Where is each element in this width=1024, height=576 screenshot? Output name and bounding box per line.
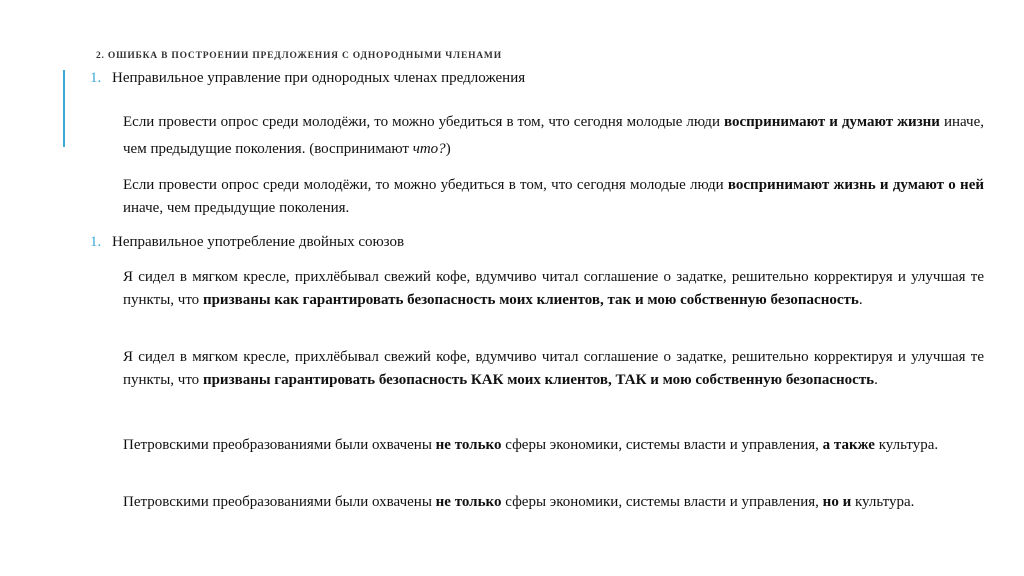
text-run: культура. (874, 437, 939, 453)
text-run: иначе, чем предыдущие поколения. (123, 200, 350, 216)
example-paragraph-6 (123, 491, 984, 514)
text-run: Петровскими преобразованиями были охвачены (123, 437, 436, 453)
text-run: Если провести опрос среди молодёжи, то можно убедиться в том, что сегодня молодые люди (123, 114, 724, 130)
example-paragraph-4 (123, 346, 984, 392)
text-run: иначе, чем предыдущие поколения. (воспринимают (123, 114, 985, 157)
text-run: сферы экономики, системы власти и управления, (501, 437, 823, 453)
bold-text-run: воспринимают и думают жизни (723, 114, 940, 130)
example-paragraph-2 (123, 174, 984, 220)
list-item-text: Неправильное употребление двойных союзов (112, 234, 405, 250)
list-number: 1. (90, 70, 102, 86)
bold-text-run: но и (822, 494, 852, 510)
bold-text-run: призваны гарантировать безопасность КАК моих клиентов, ТАК и мою собственную безопасность (202, 372, 875, 388)
text-run: Я сидел в мягком кресле, прихлёбывал свежий кофе, вдумчиво читал соглашение о задатке, решительно корректируя и улучшая те пункты, что (123, 349, 984, 388)
bold-text-run: а также (822, 437, 875, 453)
text-run: сферы экономики, системы власти и управления, (501, 494, 823, 510)
text-run: Петровскими преобразованиями были охвачены (123, 494, 436, 510)
list-item-text: Неправильное управление при однородных членах предложения (112, 70, 526, 86)
example-paragraph-3 (123, 266, 984, 312)
example-paragraph-1 (123, 109, 984, 163)
text-run: Если провести опрос среди молодёжи, то можно убедиться в том, что сегодня молодые люди (123, 177, 728, 193)
bold-text-run: призваны как гарантировать безопасность моих клиентов, так и мою собственную безопасность (202, 292, 859, 308)
italic-text-run: что? (412, 141, 446, 157)
bold-text-run: не только (435, 437, 502, 453)
text-run: Я сидел в мягком кресле, прихлёбывал свежий кофе, вдумчиво читал соглашение о задатке, решительно корректируя и улучшая те пункты, что (123, 269, 984, 308)
list-number: 1. (90, 234, 102, 250)
bold-text-run: не только (435, 494, 502, 510)
list-item-2 (90, 234, 404, 251)
text-run: культура. (851, 494, 915, 510)
accent-bar (63, 70, 65, 147)
text-run: . (874, 372, 878, 388)
list-item-1 (90, 70, 525, 87)
text-run: ) (445, 141, 451, 157)
text-run: . (858, 292, 863, 308)
slide-heading: 2. ОШИБКА В ПОСТРОЕНИИ ПРЕДЛОЖЕНИЯ С ОДНОРОДНЫМИ ЧЛЕНАМИ (96, 51, 502, 61)
example-paragraph-5 (123, 434, 984, 457)
bold-text-run: воспринимают жизнь и думают о ней (727, 177, 984, 193)
